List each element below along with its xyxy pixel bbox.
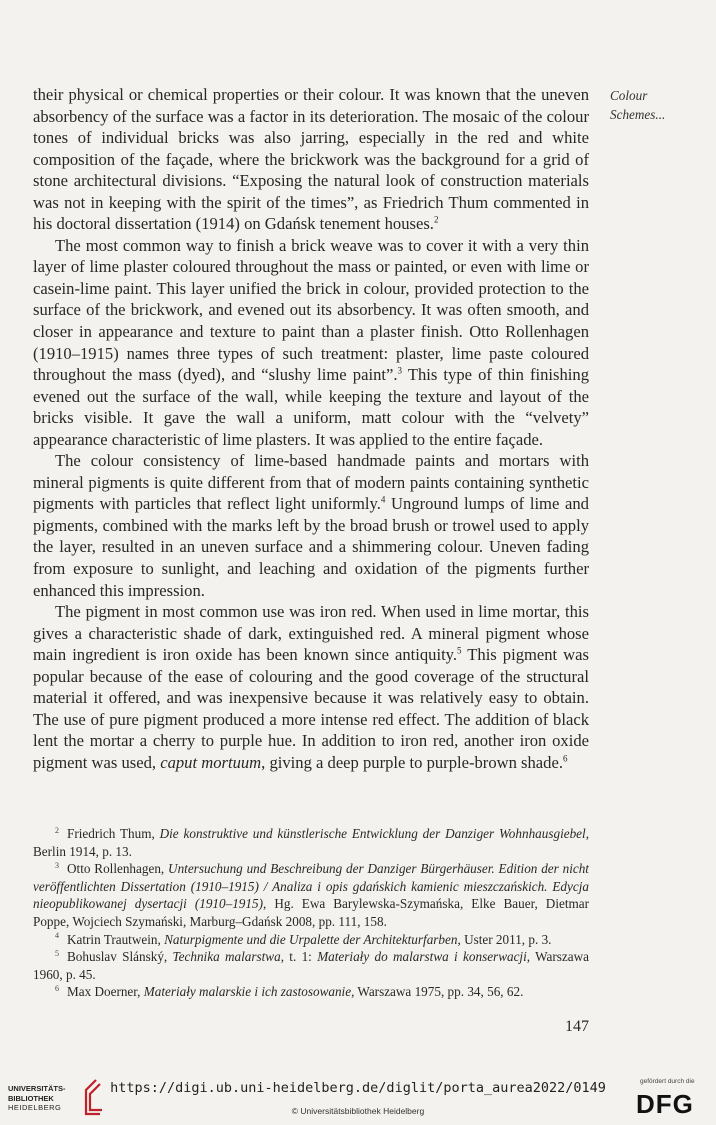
funded-by-label: gefördert durch die [640, 1078, 695, 1085]
paragraph-text: their physical or chemical properties or their colour. It was known that the uneven absorbency of the surface was a factor in its deterioration. The mosaic of the colour tones of individual bricks was also jarring, especially in the red and white composition of the façade, where the brickwork was the background for a grid of stone architectural divisions. “Exposing the natural look of construction materials was not in keeping with the spirit of the times”, as Friedrich Thum commented in his doctoral dissertation (1914) on Gdańsk tenement houses. [33, 85, 589, 234]
library-name-line-3: HEIDELBERG [8, 1103, 62, 1112]
page-number: 147 [565, 1018, 589, 1035]
footnote-title: Materiały malarskie i ich zastosowanie [143, 984, 352, 1000]
paragraph-text-end: , giving a deep purple to purple-brown shade. [261, 752, 563, 772]
footnote-author: Bohuslav Slánský, [67, 949, 173, 965]
footnote-title: Naturpigmente und die Urpalette der Architekturfarben [164, 931, 458, 947]
footnote-number: 4 [55, 931, 59, 941]
margin-note-line-1: Colour [610, 88, 648, 103]
paragraph [33, 84, 589, 235]
paragraph-text-cont: This pigment was popular because of the ease of colouring and the good coverage of the structural material it offered, and was inexpensive because it was relatively easy to obtain. The use of pure pigment produced a more intense red effect. The addition of black lent the mortar a cherry to purple hue. In addition to iron red, another iron oxide pigment was used, [33, 645, 589, 772]
footnote-details-end: , Warszawa 1960, p. 45. [33, 949, 589, 982]
footnote-ref: 2 [433, 214, 439, 225]
footnote-title: Untersuchung und Beschreibung der Danziger Bürgerhäuser. Edition der nicht veröffentlichten Dissertation (1910–1915) / Analiza i opis gdańskich kamienic mieszczańskich. Edycja nieopublikowanej dysertacji (1910–1915) [33, 861, 589, 912]
footer [0, 1072, 716, 1125]
paragraph [33, 601, 589, 773]
source-url-link[interactable]: https://digi.ub.uni-heidelberg.de/diglit/porta_aurea2022/0149 [110, 1080, 606, 1096]
footnote-details: , Hg. Ewa Barylewska-Szymańska, Elke Bauer, Dietmar Poppe, Wojciech Szymański, Marburg–Gdańsk 2008, pp. 111, 158. [33, 896, 589, 929]
footnote-details: , Warszawa 1975, pp. 34, 56, 62. [351, 984, 524, 1000]
footnote-number: 6 [55, 983, 59, 993]
paragraph-text-cont: This type of thin finishing evened out the surface of the wall, while keeping the texture and layout of the bricks visible. It gave the wall a uniform, matt colour with the “velvety” appearance characteristic of lime plasters. It was applied to the entire façade. [33, 365, 589, 449]
paragraph-text-cont: Unground lumps of lime and pigments, combined with the marks left by the broad brush or trowel used to apply the layer, resulted in an uneven surface and a shimmering colour. Uneven fading from exposure to sunlight, and leaching and oxidation of the pigments further enhanced this impression. [33, 494, 589, 600]
library-name-line-1: UNIVERSITÄTS- [8, 1084, 66, 1093]
paragraph [33, 450, 589, 601]
footnotes [33, 825, 589, 1001]
body-text [33, 84, 589, 774]
italic-term: caput mortuum [160, 752, 262, 772]
footnote-details: , t. 1: [280, 949, 318, 965]
footnote-title: Technika malarstwa [172, 949, 281, 965]
footnote-number: 3 [55, 860, 59, 870]
copyright-notice: © Universitätsbibliothek Heidelberg [291, 1106, 425, 1116]
footnote-author: Friedrich Thum, [67, 826, 160, 841]
footnote-ref: 4 [380, 494, 386, 505]
margin-note [610, 86, 710, 124]
footnote-ref: 5 [457, 645, 462, 656]
footnote-author: Katrin Trautwein, [67, 931, 165, 947]
footnote-subtitle: Materiały do malarstwa i konserwacji [317, 949, 527, 965]
dfg-wordmark: DFG [636, 1089, 694, 1119]
margin-note-line-2: Schemes... [610, 107, 666, 122]
paragraph-text: The pigment in most common use was iron red. When used in lime mortar, this gives a characteristic shade of dark, extinguished red. A mineral pigment whose main ingredient is iron oxide has been known since antiquity. [33, 602, 589, 665]
paragraph-text: The colour consistency of lime-based handmade paints and mortars with mineral pigments is quite different from that of modern paints containing synthetic pigments with particles that reflect light uniformly. [33, 451, 589, 514]
footnote-ref: 3 [397, 365, 402, 376]
footnote-number: 2 [55, 825, 59, 835]
library-name-line-2: BIBLIOTHEK [8, 1093, 54, 1103]
footnote [33, 825, 589, 860]
paragraph-text: The most common way to finish a brick weave was to cover it with a very thin layer of lime plaster coloured throughout the mass or painted, or even with lime or casein-lime paint. This layer unified the brick in colour, provided protection to the surface of the brickwork, and evened out its absorbency. It was often smooth, and closer in appearance and texture to paint than a plaster finish. Otto Rollenhagen (1910–1915) names three types of such treatment: plaster, lime paste coloured throughout the mass (dyed), and “slushy lime paint”. [33, 235, 589, 385]
footnote [33, 931, 589, 949]
footnote-details: , Uster 2011, p. 3. [457, 931, 552, 947]
footnote [33, 983, 589, 1001]
footnote-number: 5 [55, 948, 59, 958]
footnote-author: Otto Rollenhagen, [67, 861, 169, 877]
footnote-details: , Berlin 1914, p. 13. [33, 826, 589, 859]
footnote-author: Max Doerner, [67, 984, 144, 1000]
footnote-title: Die konstruktive und künstlerische Entwicklung der Danziger Wohnhausgiebel [159, 826, 586, 841]
footnote [33, 860, 589, 930]
dfg-logo[interactable] [636, 1078, 712, 1117]
footnote [33, 948, 589, 983]
footnote-ref: 6 [563, 753, 568, 764]
paragraph [33, 235, 589, 450]
